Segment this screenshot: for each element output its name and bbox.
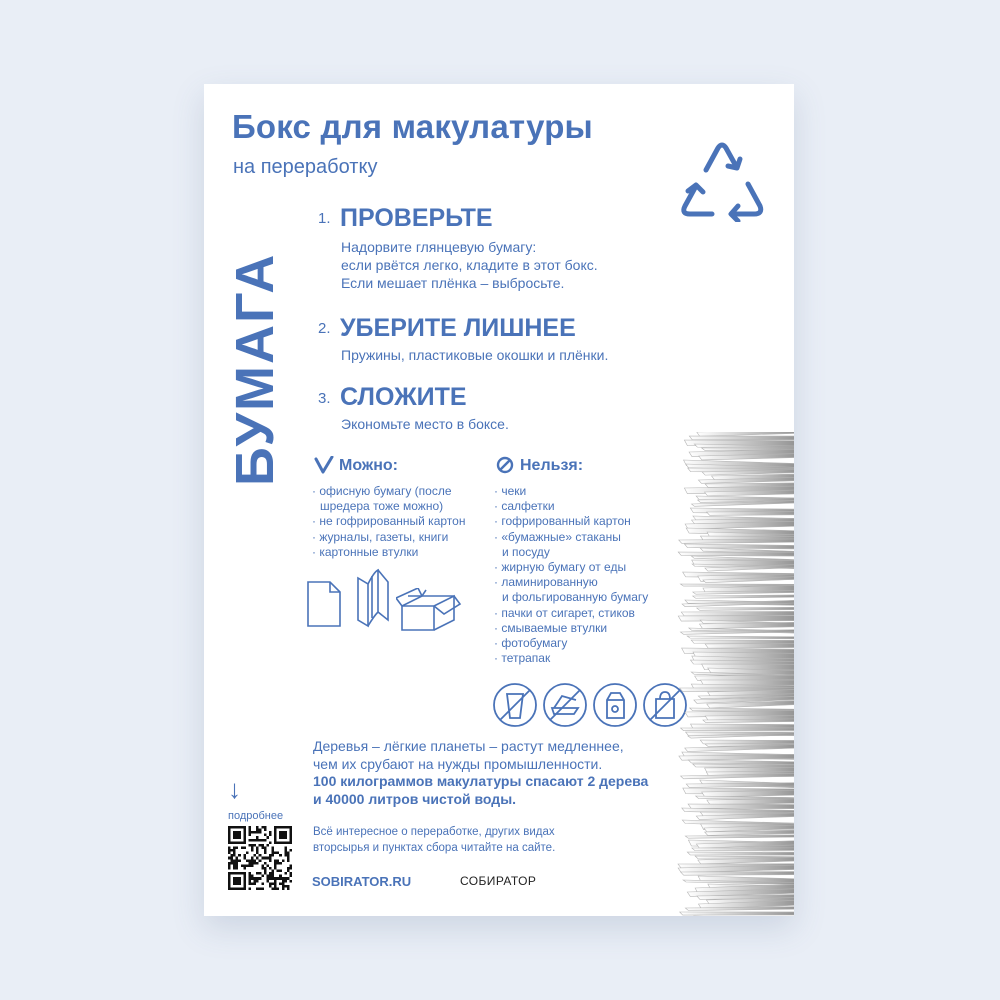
qr-module bbox=[228, 852, 231, 855]
qr-module bbox=[289, 872, 292, 875]
allowed-heading: Можно: bbox=[339, 457, 398, 474]
qr-module bbox=[284, 880, 287, 883]
recycle-icon bbox=[678, 136, 766, 222]
list-item: · пачки от сигарет, стиков bbox=[494, 605, 635, 620]
qr-module bbox=[256, 880, 259, 883]
qr-module bbox=[248, 859, 251, 862]
qr-module bbox=[264, 870, 267, 873]
qr-module bbox=[287, 867, 290, 870]
qr-module bbox=[269, 831, 272, 834]
qr-module bbox=[256, 849, 259, 852]
qr-module bbox=[246, 859, 249, 862]
paper-sheet bbox=[679, 539, 794, 543]
poster-subtitle: на переработку bbox=[233, 156, 378, 178]
qr-module bbox=[282, 887, 285, 890]
paper-sheet bbox=[697, 432, 794, 436]
no-milk-carton-icon bbox=[592, 682, 638, 728]
qr-module bbox=[248, 875, 251, 878]
qr-module bbox=[236, 846, 239, 849]
qr-module bbox=[251, 846, 254, 849]
qr-module bbox=[256, 887, 259, 890]
paper-sheet bbox=[680, 912, 794, 915]
qr-module bbox=[274, 862, 277, 865]
paper-sheet bbox=[681, 871, 794, 875]
qr-module bbox=[287, 854, 290, 857]
forbidden-list bbox=[494, 484, 648, 666]
qr-module bbox=[279, 875, 282, 878]
list-item: · картонные втулки bbox=[312, 544, 419, 559]
paper-sheet bbox=[687, 636, 794, 639]
info-line: вторсырья и пунктах сбора читайте на сайте. bbox=[313, 842, 556, 854]
qr-module bbox=[277, 887, 280, 890]
list-item: · офисную бумагу (после bbox=[312, 484, 452, 498]
qr-module bbox=[259, 887, 262, 890]
step-number: 1. bbox=[318, 210, 331, 227]
qr-module bbox=[269, 872, 272, 875]
qr-module bbox=[231, 859, 234, 862]
paper-sheet bbox=[707, 799, 794, 805]
qr-module bbox=[264, 857, 267, 860]
paper-stack-image bbox=[674, 432, 794, 916]
bottom-line: 100 килограммов макулатуры спасают 2 дерева bbox=[313, 773, 649, 789]
qr-module bbox=[274, 880, 277, 883]
qr-module bbox=[243, 854, 246, 857]
qr-module bbox=[254, 877, 257, 880]
qr-module bbox=[282, 882, 285, 885]
poster-title: Бокс для макулатуры bbox=[232, 108, 593, 145]
bottom-message bbox=[313, 738, 648, 808]
step-2 bbox=[318, 320, 331, 338]
no-cup-icon bbox=[492, 682, 538, 728]
qr-module bbox=[274, 885, 277, 888]
qr-module bbox=[274, 877, 277, 880]
qr-module bbox=[277, 852, 280, 855]
qr-module bbox=[269, 854, 272, 857]
qr-module bbox=[254, 882, 257, 885]
list-item: шредера тоже можно) bbox=[320, 499, 444, 514]
qr-module bbox=[259, 859, 262, 862]
qr-module bbox=[238, 859, 241, 862]
qr-module bbox=[241, 846, 244, 849]
qr-module bbox=[272, 854, 275, 857]
qr-module bbox=[287, 885, 290, 888]
paper-sheet bbox=[681, 611, 794, 616]
paper-sheet bbox=[688, 804, 794, 809]
qr-module bbox=[256, 857, 259, 860]
qr-module bbox=[264, 829, 267, 832]
qr-module bbox=[274, 864, 277, 867]
qr-module bbox=[259, 829, 262, 832]
qr-module bbox=[251, 849, 254, 852]
qr-module bbox=[282, 859, 285, 862]
qr-module bbox=[233, 849, 236, 852]
qr-module bbox=[261, 826, 264, 829]
qr-module bbox=[272, 846, 275, 849]
qr-module bbox=[228, 867, 231, 870]
magazine-icon bbox=[354, 568, 390, 630]
qr-module bbox=[251, 875, 254, 878]
qr-module bbox=[277, 859, 280, 862]
qr-module bbox=[264, 862, 267, 865]
step-number: 3. bbox=[318, 390, 331, 407]
qr-module bbox=[264, 849, 267, 852]
qr-module bbox=[269, 834, 272, 837]
list-item: · чеки bbox=[494, 484, 527, 498]
step-description bbox=[341, 415, 509, 433]
qr-module bbox=[254, 831, 257, 834]
site-link[interactable]: SOBIRATOR.RU bbox=[312, 874, 412, 889]
qr-module bbox=[248, 826, 251, 829]
qr-module bbox=[266, 836, 269, 839]
list-item: · салфетки bbox=[494, 499, 555, 514]
qr-module bbox=[264, 826, 267, 829]
qr-module bbox=[254, 880, 257, 883]
qr-module bbox=[274, 867, 277, 870]
step-heading: УБЕРИТЕ ЛИШНЕЕ bbox=[340, 314, 576, 342]
qr-module bbox=[269, 877, 272, 880]
qr-module bbox=[256, 836, 259, 839]
qr-module bbox=[287, 857, 290, 860]
allowed-list bbox=[312, 484, 465, 560]
list-item: и посуду bbox=[502, 544, 550, 559]
qr-module bbox=[259, 854, 262, 857]
qr-module bbox=[259, 872, 262, 875]
qr-module bbox=[251, 857, 254, 860]
qr-module bbox=[272, 849, 275, 852]
paper-sheet bbox=[687, 852, 794, 855]
qr-module bbox=[248, 829, 251, 832]
qr-module bbox=[284, 846, 287, 849]
info-line: Всё интересное о переработке, других видах bbox=[313, 826, 555, 838]
qr-module bbox=[269, 867, 272, 870]
paper-sheet bbox=[685, 835, 794, 838]
qr-module bbox=[248, 831, 251, 834]
qr-module bbox=[256, 831, 259, 834]
step-1 bbox=[318, 210, 331, 228]
qr-module bbox=[228, 846, 231, 849]
qr-module bbox=[266, 875, 269, 878]
poster bbox=[204, 84, 794, 916]
list-item: · ламинированную bbox=[494, 575, 598, 590]
step-description bbox=[341, 238, 598, 292]
qr-module bbox=[236, 862, 239, 865]
qr-module bbox=[279, 877, 282, 880]
check-icon bbox=[314, 456, 334, 474]
qr-module bbox=[289, 849, 292, 852]
list-item: · фотобумагу bbox=[494, 636, 568, 651]
step-line: Экономьте место в боксе. bbox=[341, 416, 509, 432]
qr-module bbox=[261, 864, 264, 867]
qr-module bbox=[228, 862, 231, 865]
qr-module bbox=[261, 844, 264, 847]
qr-module bbox=[251, 864, 254, 867]
step-heading: СЛОЖИТЕ bbox=[340, 383, 467, 411]
qr-module bbox=[236, 857, 239, 860]
qr-module bbox=[287, 859, 290, 862]
qr-module bbox=[233, 846, 236, 849]
qr-module bbox=[287, 852, 290, 855]
list-item: · смываемые втулки bbox=[494, 620, 608, 635]
qr-module bbox=[282, 885, 285, 888]
qr-module bbox=[248, 882, 251, 885]
paper-sheet bbox=[705, 643, 794, 648]
qr-module bbox=[272, 887, 275, 890]
qr-module bbox=[261, 867, 264, 870]
qr-module bbox=[259, 839, 262, 842]
qr-module bbox=[256, 862, 259, 865]
qr-module bbox=[261, 839, 264, 842]
qr-module bbox=[248, 844, 251, 847]
qr-module bbox=[248, 862, 251, 865]
bottom-line: Деревья – лёгкие планеты – растут медленнее, bbox=[313, 738, 624, 754]
qr-module bbox=[277, 870, 280, 873]
list-item: · «бумажные» стаканы bbox=[494, 529, 621, 544]
qr-module bbox=[287, 877, 290, 880]
qr-module bbox=[233, 864, 236, 867]
paper-sheet bbox=[693, 595, 794, 598]
qr-module bbox=[277, 862, 280, 865]
step-number: 2. bbox=[318, 320, 331, 337]
qr-module bbox=[274, 859, 277, 862]
paper-sheet-icon bbox=[306, 580, 342, 628]
qr-module bbox=[256, 826, 259, 829]
qr-module bbox=[248, 834, 251, 837]
qr-module bbox=[272, 870, 275, 873]
qr-module bbox=[264, 867, 267, 870]
qr-module bbox=[228, 864, 231, 867]
qr-module bbox=[241, 864, 244, 867]
qr-module bbox=[266, 880, 269, 883]
qr-code[interactable] bbox=[228, 826, 292, 890]
qr-module bbox=[254, 862, 257, 865]
qr-module bbox=[254, 839, 257, 842]
qr-module bbox=[254, 854, 257, 857]
qr-module bbox=[243, 867, 246, 870]
qr-module bbox=[272, 875, 275, 878]
qr-module bbox=[269, 882, 272, 885]
qr-module bbox=[261, 875, 264, 878]
qr-module bbox=[266, 844, 269, 847]
qr-module bbox=[287, 870, 290, 873]
qr-module bbox=[264, 846, 267, 849]
qr-module bbox=[261, 882, 264, 885]
qr-module bbox=[269, 885, 272, 888]
qr-module bbox=[259, 831, 262, 834]
qr-module bbox=[254, 859, 257, 862]
qr-module bbox=[228, 849, 231, 852]
qr-module bbox=[289, 880, 292, 883]
qr-module bbox=[248, 877, 251, 880]
qr-module bbox=[261, 846, 264, 849]
qr-module bbox=[243, 864, 246, 867]
paper-sheet bbox=[697, 607, 794, 610]
qr-module bbox=[243, 846, 246, 849]
brand-logo: СОБИРАТОР bbox=[460, 874, 537, 888]
forbidden-heading: Нельзя: bbox=[520, 457, 584, 474]
qr-module bbox=[266, 864, 269, 867]
qr-module bbox=[248, 887, 251, 890]
qr-module bbox=[264, 839, 267, 842]
paper-sheet bbox=[681, 728, 794, 731]
qr-module bbox=[284, 885, 287, 888]
qr-module bbox=[236, 864, 239, 867]
qr-module bbox=[274, 882, 277, 885]
qr-module bbox=[236, 859, 239, 862]
qr-module bbox=[248, 864, 251, 867]
qr-module bbox=[248, 839, 251, 842]
qr-module bbox=[261, 857, 264, 860]
qr-module bbox=[251, 859, 254, 862]
qr-module bbox=[238, 854, 241, 857]
qr-module bbox=[284, 854, 287, 857]
qr-module bbox=[231, 857, 234, 860]
qr-module bbox=[284, 852, 287, 855]
qr-module bbox=[233, 852, 236, 855]
step-line: если рвётся легко, кладите в этот бокс. bbox=[341, 257, 598, 273]
bottom-line: чем их срубают на нужды промышленности. bbox=[313, 755, 603, 772]
qr-module bbox=[284, 849, 287, 852]
qr-finder bbox=[233, 831, 241, 839]
list-item: и фольгированную бумагу bbox=[502, 590, 649, 605]
paper-sheet bbox=[689, 436, 794, 440]
qr-module bbox=[289, 867, 292, 870]
list-item: · журналы, газеты, книги bbox=[312, 529, 449, 544]
qr-module bbox=[233, 862, 236, 865]
qr-module bbox=[282, 880, 285, 883]
qr-module bbox=[272, 852, 275, 855]
qr-module bbox=[248, 880, 251, 883]
qr-finder bbox=[279, 831, 287, 839]
step-line: Надорвите глянцевую бумагу: bbox=[341, 239, 537, 255]
qr-module bbox=[228, 857, 231, 860]
paper-sheet bbox=[707, 512, 794, 516]
qr-module bbox=[274, 887, 277, 890]
step-line: Если мешает плёнка – выбросьте. bbox=[341, 275, 565, 291]
qr-module bbox=[264, 872, 267, 875]
paper-sheet bbox=[678, 552, 794, 556]
qr-module bbox=[272, 882, 275, 885]
vertical-title: БУМАГА bbox=[225, 252, 285, 486]
qr-module bbox=[289, 864, 292, 867]
qr-module bbox=[256, 872, 259, 875]
qr-module bbox=[248, 872, 251, 875]
bottom-line: и 40000 литров чистой воды. bbox=[313, 790, 517, 807]
list-item: · не гофрированный картон bbox=[312, 514, 466, 529]
qr-module bbox=[231, 862, 234, 865]
qr-module bbox=[251, 844, 254, 847]
step-heading: ПРОВЕРЬТЕ bbox=[340, 204, 493, 232]
qr-module bbox=[233, 854, 236, 857]
qr-module bbox=[246, 852, 249, 855]
paper-sheet bbox=[692, 848, 794, 851]
qr-module bbox=[236, 867, 239, 870]
qr-module bbox=[231, 854, 234, 857]
qr-module bbox=[269, 857, 272, 860]
qr-module bbox=[246, 864, 249, 867]
qr-module bbox=[251, 862, 254, 865]
qr-module bbox=[284, 872, 287, 875]
qr-module bbox=[251, 877, 254, 880]
paper-sheet bbox=[678, 616, 794, 621]
more-label: подробнее bbox=[228, 810, 284, 822]
arrow-down-icon: ↓ bbox=[228, 774, 241, 804]
qr-module bbox=[256, 829, 259, 832]
qr-module bbox=[256, 846, 259, 849]
qr-module bbox=[259, 844, 262, 847]
qr-module bbox=[256, 852, 259, 855]
qr-module bbox=[279, 870, 282, 873]
qr-module bbox=[251, 882, 254, 885]
qr-module bbox=[264, 852, 267, 855]
qr-module bbox=[277, 877, 280, 880]
site-info bbox=[313, 824, 555, 856]
qr-module bbox=[269, 875, 272, 878]
qr-module bbox=[282, 877, 285, 880]
no-pizza-box-icon bbox=[542, 682, 588, 728]
qr-module bbox=[243, 857, 246, 860]
prohibited-icon bbox=[496, 456, 514, 474]
qr-module bbox=[256, 839, 259, 842]
qr-module bbox=[256, 877, 259, 880]
qr-module bbox=[261, 887, 264, 890]
step-line: Пружины, пластиковые окошки и плёнки. bbox=[341, 347, 609, 363]
qr-module bbox=[284, 877, 287, 880]
qr-module bbox=[279, 882, 282, 885]
qr-module bbox=[259, 877, 262, 880]
qr-module bbox=[233, 859, 236, 862]
qr-module bbox=[251, 831, 254, 834]
qr-module bbox=[272, 877, 275, 880]
qr-module bbox=[269, 841, 272, 844]
list-item: · тетрапак bbox=[494, 651, 551, 666]
list-item: · гофрированный картон bbox=[494, 514, 631, 529]
cardboard-box-icon bbox=[396, 588, 462, 632]
qr-module bbox=[264, 834, 267, 837]
qr-module bbox=[274, 852, 277, 855]
qr-module bbox=[272, 872, 275, 875]
list-item: · жирную бумагу от еды bbox=[494, 560, 627, 575]
qr-module bbox=[269, 859, 272, 862]
qr-module bbox=[279, 854, 282, 857]
qr-module bbox=[233, 867, 236, 870]
qr-module bbox=[266, 877, 269, 880]
qr-module bbox=[231, 849, 234, 852]
step-3 bbox=[318, 390, 331, 408]
qr-module bbox=[279, 862, 282, 865]
qr-module bbox=[251, 839, 254, 842]
qr-module bbox=[289, 875, 292, 878]
step-description bbox=[341, 346, 608, 364]
qr-module bbox=[254, 844, 257, 847]
qr-module bbox=[287, 887, 290, 890]
qr-finder bbox=[233, 877, 241, 885]
qr-module bbox=[266, 857, 269, 860]
